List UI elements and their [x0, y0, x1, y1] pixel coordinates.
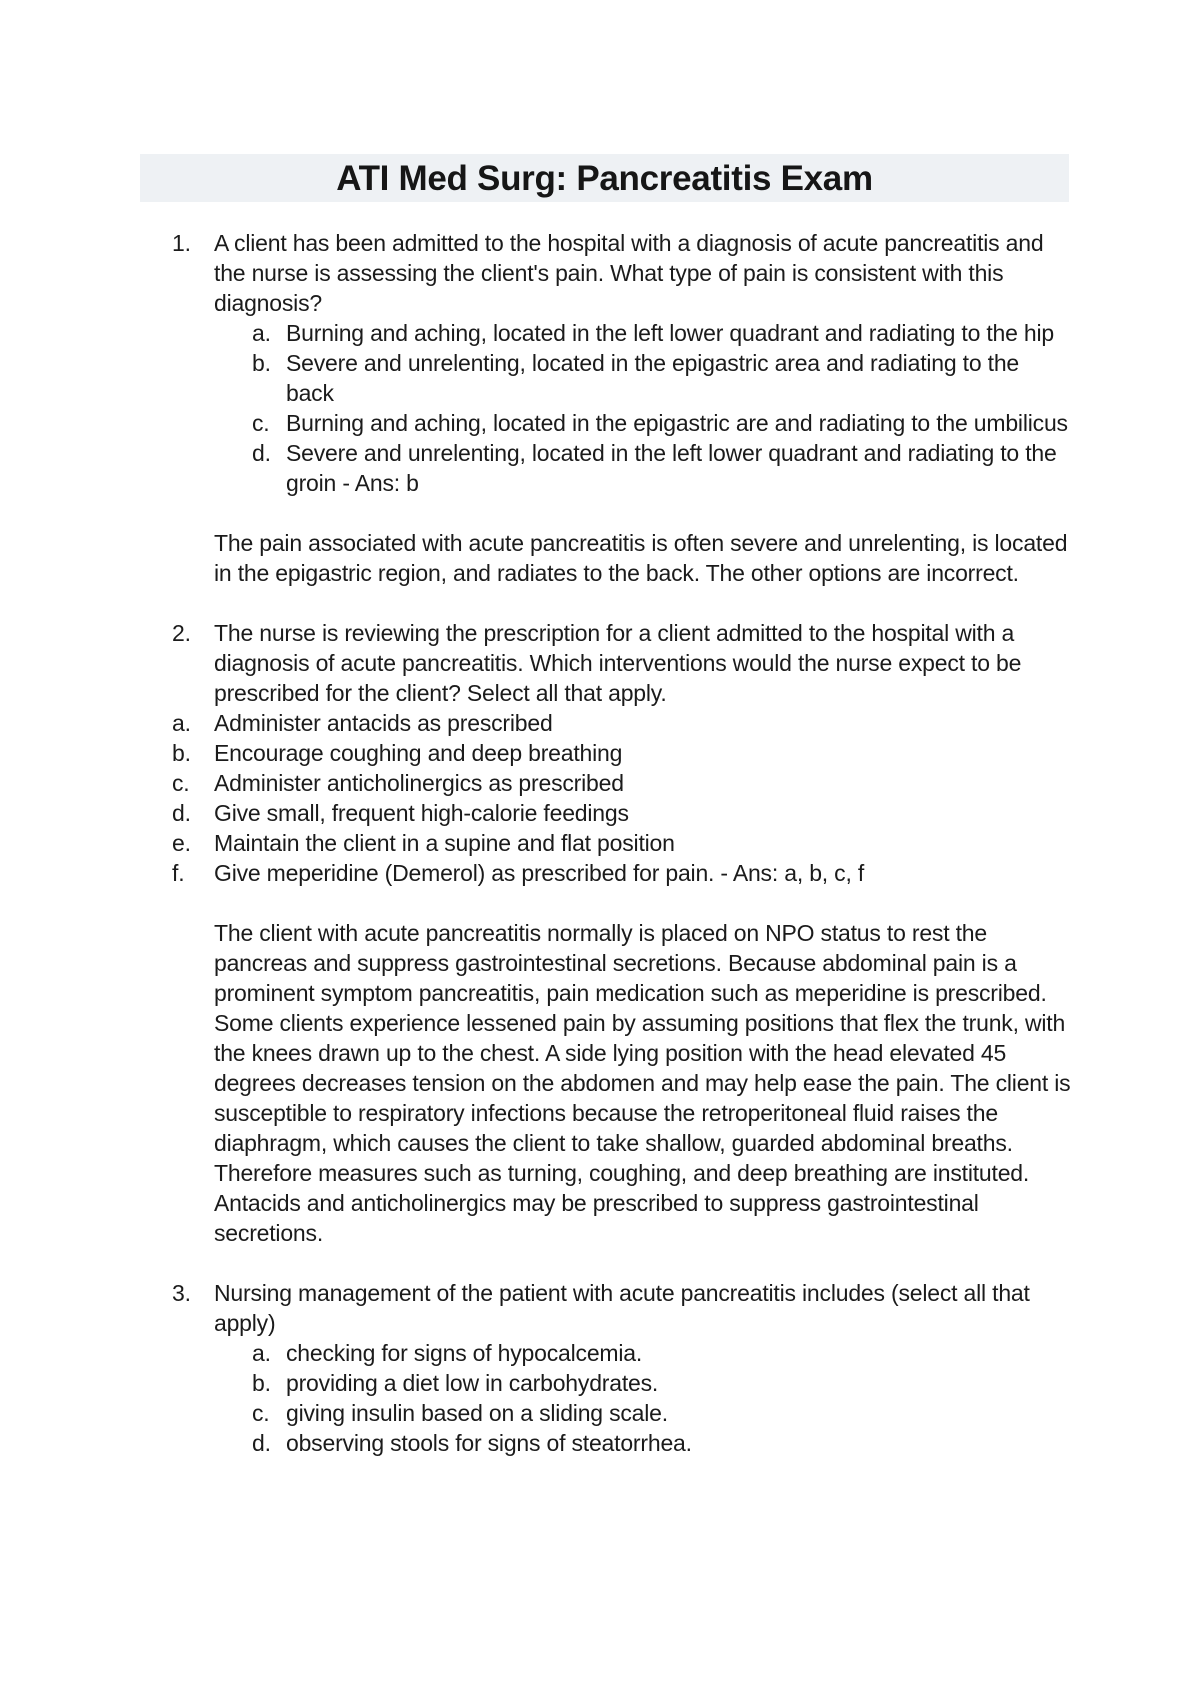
option-letter: c. [252, 1400, 270, 1426]
option-letter: c. [172, 770, 190, 796]
option-letter: a. [252, 320, 271, 346]
option-item [172, 858, 1072, 888]
question-stem: A client has been admitted to the hospital with a diagnosis of acute pancreatitis and the nurse is assessing the client's pain. What type of pain is consistent with this diagnosis? [214, 230, 1044, 316]
spacer [172, 1248, 1072, 1278]
question-stem: The nurse is reviewing the prescription for a client admitted to the hospital with a diagnosis of acute pancreatitis. Which interventions would the nurse expect to be prescribed for the client? Select all that apply. [214, 620, 1022, 706]
option-text: Administer antacids as prescribed [214, 710, 553, 736]
answer-explanation: The pain associated with acute pancreatitis is often severe and unrelenting, is located in the epigastric region, and radiates to the back. The other options are incorrect. [214, 530, 1068, 586]
page-title: ATI Med Surg: Pancreatitis Exam [336, 158, 873, 198]
option-text: providing a diet low in carbohydrates. [286, 1370, 659, 1396]
question-1 [172, 228, 1072, 588]
option-item [172, 708, 1072, 738]
option-text: Maintain the client in a supine and flat position [214, 830, 675, 856]
option-text: Give small, frequent high-calorie feedings [214, 800, 629, 826]
option-letter: c. [252, 410, 270, 436]
question-number: 2. [172, 620, 191, 646]
option-item [252, 408, 1072, 438]
option-letter: d. [252, 1430, 271, 1456]
option-item [252, 438, 1072, 498]
option-text: Administer anticholinergics as prescribed [214, 770, 624, 796]
option-text: Severe and unrelenting, located in the epigastric area and radiating to the back [286, 350, 1020, 406]
question-number: 3. [172, 1280, 191, 1306]
option-letter: b. [252, 350, 271, 376]
option-letter: b. [252, 1370, 271, 1396]
option-list [252, 1338, 1072, 1458]
option-item [252, 1338, 1072, 1368]
question-stem: Nursing management of the patient with acute pancreatitis includes (select all that apply) [214, 1280, 1030, 1336]
option-item [172, 828, 1072, 858]
option-list [172, 708, 1072, 888]
option-text: checking for signs of hypocalcemia. [286, 1340, 643, 1366]
option-item [252, 318, 1072, 348]
option-list [252, 318, 1072, 498]
option-letter: a. [252, 1340, 271, 1366]
option-item [252, 1368, 1072, 1398]
option-text: Burning and aching, located in the epigastric are and radiating to the umbilicus [286, 410, 1068, 436]
spacer [172, 588, 1072, 618]
option-text: Encourage coughing and deep breathing [214, 740, 623, 766]
question-3 [172, 1278, 1072, 1458]
option-letter: e. [172, 830, 191, 856]
option-item [172, 798, 1072, 828]
question-number: 1. [172, 230, 191, 256]
question-list [172, 228, 1072, 1458]
option-item [252, 1398, 1072, 1428]
option-letter: a. [172, 710, 191, 736]
option-item [252, 1428, 1072, 1458]
option-letter: d. [252, 440, 271, 466]
option-item [252, 348, 1072, 408]
option-item [172, 738, 1072, 768]
option-text: observing stools for signs of steatorrhea. [286, 1430, 692, 1456]
option-letter: d. [172, 800, 191, 826]
question-2 [172, 618, 1072, 1248]
option-letter: f. [172, 860, 185, 886]
option-text: giving insulin based on a sliding scale. [286, 1400, 668, 1426]
option-letter: b. [172, 740, 191, 766]
answer-explanation: The client with acute pancreatitis normally is placed on NPO status to rest the pancreas and suppress gastrointestinal secretions. Because abdominal pain is a prominent symptom pancreatitis, pain medication such as meperidine is prescribed. Some clients experience lessened pain by assuming positions that flex the trunk, with the knees drawn up to the chest. A side lying position with the head elevated 45 degrees decreases tension on the abdomen and may help ease the pain. The client is susceptible to respiratory infections because the retroperitoneal fluid raises the diaphragm, which causes the client to take shallow, guarded abdominal breaths. Therefore measures such as turning, coughing, and deep breathing are instituted. Antacids and anticholinergics may be prescribed to suppress gastrointestinal secretions. [214, 920, 1071, 1246]
option-text: Severe and unrelenting, located in the left lower quadrant and radiating to the groin - Ans: b [286, 440, 1057, 496]
option-item [172, 768, 1072, 798]
option-text: Burning and aching, located in the left lower quadrant and radiating to the hip [286, 320, 1055, 346]
option-text: Give meperidine (Demerol) as prescribed for pain. - Ans: a, b, c, f [214, 860, 865, 886]
title-bar [140, 154, 1069, 202]
